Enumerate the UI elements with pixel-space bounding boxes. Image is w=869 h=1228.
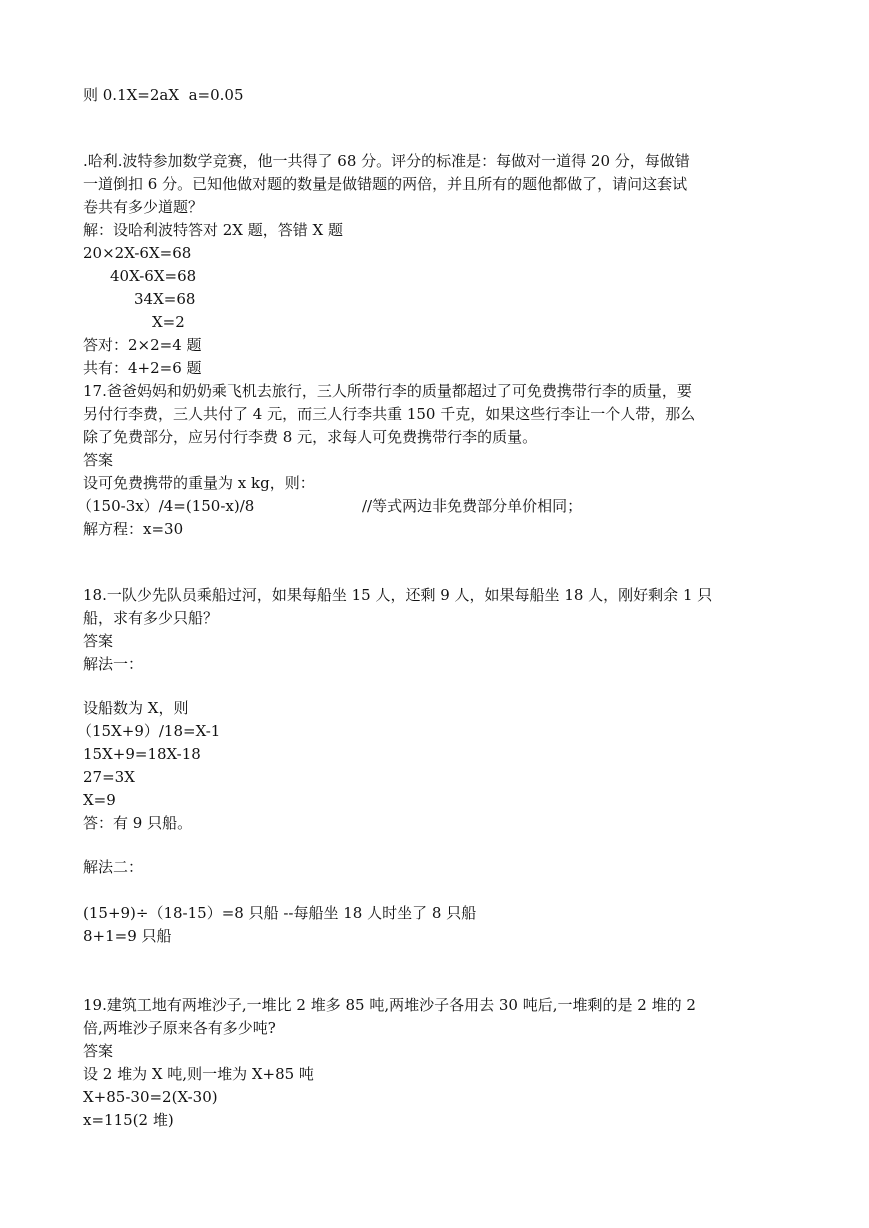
problem-17-answer-heading: 答案: [83, 451, 114, 469]
problem-18-method-2-step-2: 8+1=9 只船: [83, 927, 172, 945]
problem-18-method-1-heading: 解法一：: [83, 655, 144, 673]
problem-19-text-line-2: 倍,两堆沙子原来各有多少吨?: [83, 1019, 276, 1037]
problem-18-method-1-step-2: 15X+9=18X-18: [83, 745, 201, 763]
problem-17-equation-comment: //等式两边非免费部分单价相同；: [362, 497, 583, 515]
problem-19-text-line-1: 19.建筑工地有两堆沙子,一堆比 2 堆多 85 吨,两堆沙子各用去 30 吨后,一堆剩的是 2 堆的 2: [83, 996, 696, 1014]
problem-18-method-1-step-4: X=9: [83, 791, 116, 809]
text-line-intro-result: 则 0.1X=2aX a=0.05: [83, 86, 244, 104]
problem-17-solution: 解方程：x=30: [83, 520, 184, 538]
problem-17-setup: 设可免费携带的重量为 x kg，则：: [83, 474, 315, 492]
problem-17-text-line-1: 17.爸爸妈妈和奶奶乘飞机去旅行，三人所带行李的质量都超过了可免费携带行李的质量，要: [83, 382, 692, 400]
problem-18-method-1-setup: 设船数为 X，则: [83, 699, 189, 717]
problem-18-method-2-heading: 解法二：: [83, 858, 144, 876]
problem-16-equation-2: 40X-6X=68: [110, 267, 197, 285]
problem-19-result: x=115(2 堆): [83, 1111, 174, 1129]
problem-18-method-1-answer: 答：有 9 只船。: [83, 814, 193, 832]
problem-19-equation: X+85-30=2(X-30): [83, 1088, 218, 1106]
problem-16-answer-correct: 答对：2×2=4 题: [83, 336, 202, 354]
problem-17-text-line-3: 除了免费部分，应另付行李费 8 元，求每人可免费携带行李的质量。: [83, 428, 538, 446]
problem-19-answer-heading: 答案: [83, 1042, 114, 1060]
problem-16-solution-line: 解：设哈利波特答对 2X 题，答错 X 题: [83, 221, 343, 239]
problem-16-text-line-2: 一道倒扣 6 分。已知他做对题的数量是做错题的两倍，并且所有的题他都做了，请问这套试: [83, 175, 688, 193]
problem-16-equation-4: X=2: [152, 313, 185, 331]
problem-16-equation-1: 20×2X-6X=68: [83, 244, 192, 262]
problem-18-answer-heading: 答案: [83, 632, 114, 650]
problem-18-text-line-2: 船，求有多少只船？: [83, 609, 219, 627]
problem-17-text-line-2: 另付行李费，三人共付了 4 元，而三人行李共重 150 千克，如果这些行李让一个人带，那么: [83, 405, 696, 423]
problem-16-text-line-3: 卷共有多少道题？: [83, 198, 204, 216]
problem-16-text-line-1: .哈利.波特参加数学竞赛，他一共得了 68 分。评分的标准是：每做对一道得 20 分，每做错: [83, 152, 690, 170]
problem-16-answer-total: 共有：4+2=6 题: [83, 359, 202, 377]
problem-18-method-1-step-1: （15X+9）/18=X-1: [77, 722, 221, 740]
problem-19-setup: 设 2 堆为 X 吨,则一堆为 X+85 吨: [83, 1065, 314, 1083]
problem-16-equation-3: 34X=68: [134, 290, 196, 308]
problem-18-method-2-step-1: (15+9)÷（18-15）=8 只船 --每船坐 18 人时坐了 8 只船: [83, 904, 477, 922]
problem-17-equation: （150-3x）/4=(150-x)/8: [77, 497, 255, 515]
problem-18-text-line-1: 18.一队少先队员乘船过河，如果每船坐 15 人，还剩 9 人，如果每船坐 18 人，刚好剩余 1 只: [83, 586, 713, 604]
problem-18-method-1-step-3: 27=3X: [83, 768, 135, 786]
